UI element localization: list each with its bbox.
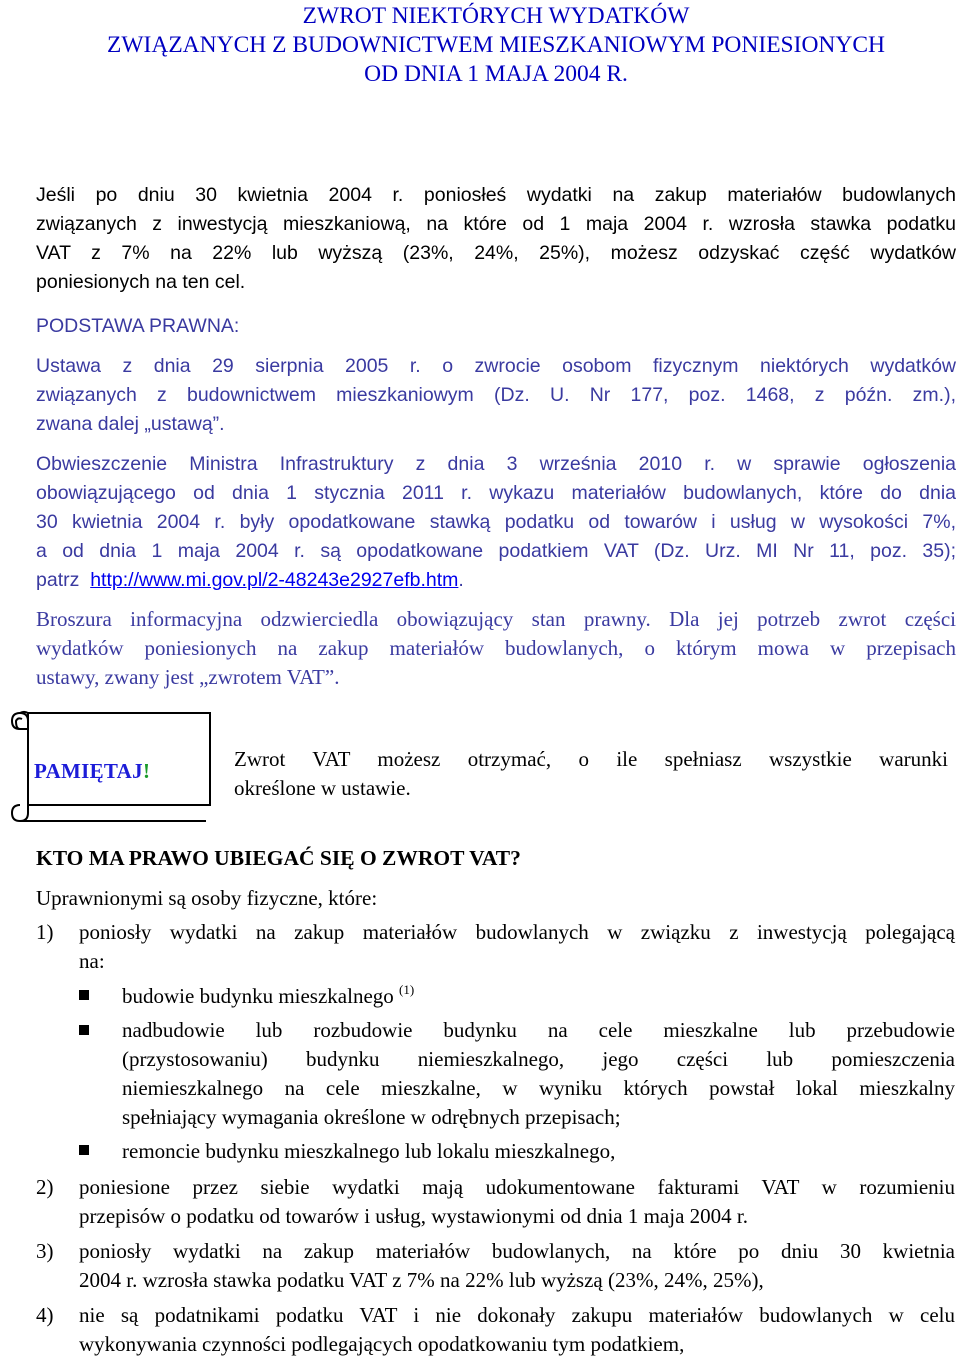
item-line: poniesione przez siebie wydatki mają udokumentowane fakturami VAT w rozumieniu: [79, 1175, 955, 1199]
item-line: poniosły wydatki na zakup materiałów budowlanych, na które po dniu 30 kwietnia: [79, 1239, 955, 1263]
item-line: na:: [79, 949, 105, 973]
notice-line-5: [36, 569, 464, 591]
notice-patrz: patrz: [36, 569, 80, 591]
notice-period: .: [458, 569, 464, 591]
item-line: wykonywania czynności podlegających opodatkowaniu tym podatkiem,: [79, 1332, 685, 1356]
footnote-marker: (1): [399, 982, 415, 997]
notice-line: Obwieszczenie Ministra Infrastruktury z dnia 3 września 2010 r. w sprawie ogłoszenia: [36, 453, 956, 475]
intro-paragraph: [36, 181, 956, 297]
title-line-1: ZWROT NIEKTÓRYCH WYDATKÓW: [302, 3, 690, 29]
notice-link[interactable]: http://www.mi.gov.pl/2-48243e2927efb.htm: [90, 569, 459, 591]
item-4-text: [79, 1301, 955, 1359]
act-line: zwana dalej „ustawą”.: [36, 413, 225, 435]
brochure-paragraph: [36, 605, 956, 692]
item-number: 4): [36, 1303, 54, 1327]
remember-line: Zwrot VAT możesz otrzymać, o ile spełniasz wszystkie warunki: [234, 747, 948, 771]
brochure-line: wydatków poniesionych na zakup materiałów budowlanych, o którym mowa w przepisach: [36, 636, 956, 660]
bullet-3: remoncie budynku mieszkalnego lub lokalu mieszkalnego,: [122, 1139, 616, 1163]
remember-text: [234, 745, 948, 803]
item-line: poniosły wydatki na zakup materiałów budowlanych w związku z inwestycją polegającą: [79, 920, 955, 944]
act-line: Ustawa z dnia 29 sierpnia 2005 r. o zwrocie osobom fizycznym niektórych wydatków: [36, 355, 956, 377]
bullet-line: nadbudowie lub rozbudowie budynku na cele mieszkalne lub przebudowie: [122, 1018, 955, 1042]
remember-label: PAMIĘTAJ!: [34, 759, 151, 783]
bullet-line: spełniający wymagania określone w odrębnych przepisach;: [122, 1105, 621, 1129]
intro-line: poniesionych na ten cel.: [36, 271, 246, 293]
notice-line: 30 kwietnia 2004 r. były opodatkowane stawką podatku od towarów i usług w wysokości 7%,: [36, 511, 956, 533]
eligibility-intro: Uprawnionymi są osoby fizyczne, które:: [36, 886, 378, 910]
bullet-1: [122, 982, 955, 1011]
title-line-3: OD DNIA 1 MAJA 2004 R.: [364, 61, 628, 87]
item-number: 2): [36, 1175, 54, 1199]
intro-line: VAT z 7% na 22% lub wyższą (23%, 24%, 25%), możesz odzyskać część wydatków: [36, 242, 956, 264]
bullet-icon: [79, 1025, 89, 1035]
title-line-2: ZWIĄZANYCH Z BUDOWNICTWEM MIESZKANIOWYM PONIESIONYCH: [106, 32, 886, 58]
item-line: 2004 r. wzrosła stawka podatku VAT z 7% na 22% lub wyższą (23%, 24%, 25%),: [79, 1268, 764, 1292]
item-3-text: [79, 1237, 955, 1295]
intro-line: związanych z inwestycją mieszkaniową, na które od 1 maja 2004 r. wzrosła stawka podatku: [36, 213, 956, 235]
item-number: 3): [36, 1239, 54, 1263]
notice-line: obowiązującego od dnia 1 stycznia 2011 r. wykazu materiałów budowlanych, które do dnia: [36, 482, 956, 504]
brochure-line: Broszura informacyjna odzwierciedla obowiązujący stan prawny. Dla jej potrzeb zwrot części: [36, 607, 956, 631]
intro-line: Jeśli po dniu 30 kwietnia 2004 r. poniosłeś wydatki na zakup materiałów budowlanych: [36, 184, 956, 206]
item-line: przepisów o podatku od towarów i usług, wystawionymi od dnia 1 maja 2004 r.: [79, 1204, 748, 1228]
document-title: [0, 2, 960, 89]
bullet-icon: [79, 1145, 89, 1155]
bullet-1-text: budowie budynku mieszkalnego: [122, 984, 394, 1008]
item-2-text: [79, 1173, 955, 1231]
item-line: nie są podatnikami podatku VAT i nie dokonały zakupu materiałów budowlanych w celu: [79, 1303, 955, 1327]
remember-scroll-box: [6, 707, 216, 827]
legal-basis-heading: PODSTAWA PRAWNA:: [36, 315, 240, 337]
bullet-icon: [79, 990, 89, 1000]
bullet-line: (przystosowaniu) budynku niemieszkalnego, jego części lub pomieszczenia: [122, 1047, 955, 1071]
act-reference: [36, 352, 956, 439]
bullet-2: [122, 1016, 955, 1132]
exclamation-mark: !: [142, 759, 151, 783]
eligibility-heading: KTO MA PRAWO UBIEGAĆ SIĘ O ZWROT VAT?: [36, 846, 521, 870]
notice-line: a od dnia 1 maja 2004 r. są opodatkowane podatkiem VAT (Dz. Urz. MI Nr 11, poz. 35);: [36, 540, 956, 562]
notice-reference: [36, 450, 956, 595]
item-number: 1): [36, 920, 54, 944]
bullet-line: niemieszkalnego na cele mieszkalne, w wyniku których powstał lokal mieszkalny: [122, 1076, 955, 1100]
act-line: związanych z budownictwem mieszkaniowym (Dz. U. Nr 177, poz. 1468, z późn. zm.),: [36, 384, 956, 406]
item-1-text: [79, 918, 955, 976]
remember-line: określone w ustawie.: [234, 776, 411, 800]
brochure-line: ustawy, zwany jest „zwrotem VAT”.: [36, 665, 340, 689]
